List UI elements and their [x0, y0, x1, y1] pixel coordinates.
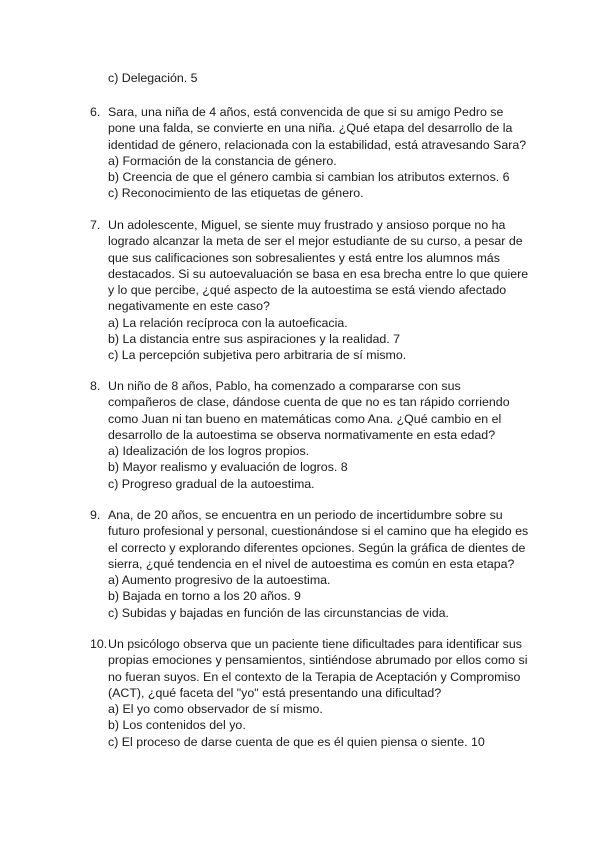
question-body	[108, 378, 530, 492]
question-number: 10.	[90, 637, 108, 651]
option-a: a) El yo como observador de sí mismo.	[108, 702, 323, 717]
option-c: c) Reconocimiento de las etiquetas de género.	[108, 186, 364, 201]
option-b: b) Creencia de que el género cambia si cambian los atributos externos. 6	[108, 170, 510, 185]
option-a: a) La relación recíproca con la autoeficacia.	[108, 315, 348, 330]
question-10	[90, 636, 530, 750]
question-number: 9.	[90, 508, 101, 522]
option-a: a) Aumento progresivo de la autoestima.	[108, 573, 331, 588]
question-text: Ana, de 20 años, se encuentra en un periodo de incertidumbre sobre su futuro profesional y personal, cuestionándose si el camino que ha elegido es el correcto y explorando diferentes opciones. Según la gráfica de dientes de sierra, ¿qué tendencia en el nivel de autoestima es común en esta etapa?	[108, 508, 529, 571]
option-c: c) Progreso gradual de la autoestima.	[108, 476, 315, 491]
question-number: 6.	[90, 105, 101, 119]
option-b: b) Los contenidos del yo.	[108, 718, 246, 733]
question-text: Un adolescente, Miguel, se siente muy frustrado y ansioso porque no ha logrado alcanzar la meta de ser el mejor estudiante de su curso, a pesar de que sus calificaciones son sobresalientes y está entre los alumnos más destacados. Si su autoevaluación se basa en esa brecha entre lo que quiere y lo que percibe, ¿qué aspecto de la autoestima se está viendo afectado negativamente en este caso?	[108, 218, 529, 314]
option-b: b) La distancia entre sus aspiraciones y la realidad. 7	[108, 332, 401, 347]
question-number: 7.	[90, 218, 101, 232]
option-c: c) Subidas y bajadas en función de las circunstancias de vida.	[108, 605, 449, 620]
question-text: Un niño de 8 años, Pablo, ha comenzado a compararse con sus compañeros de clase, dándose cuenta de que no es tan rápido corriendo como Juan ni tan bueno en matemáticas como Ana. ¿Qué cambio en el desarrollo de la autoestima se observa normativamente en esta edad?	[108, 379, 510, 442]
question-9	[90, 507, 530, 621]
question-text: Un psicólogo observa que un paciente tiene dificultades para identificar sus propias emociones y pensamientos, sintiéndose abrumado por ellos como si no fueran suyos. En el contexto de la Terapia de Aceptación y Compromiso (ACT), ¿qué faceta del "yo" está presentando una dificultad?	[108, 637, 528, 700]
option-b: b) Bajada en torno a los 20 años. 9	[108, 589, 301, 604]
question-text: Sara, una niña de 4 años, está convencida de que si su amigo Pedro se pone una falda, se convierte en una niña. ¿Qué etapa del desarrollo de la identidad de género, relacionada con la estabilidad, está atravesando Sara?	[108, 105, 527, 152]
question-body	[108, 507, 530, 621]
option-a: a) Formación de la constancia de género.	[108, 153, 337, 168]
question-body	[108, 217, 530, 364]
question-8	[90, 378, 530, 492]
question-7	[90, 217, 530, 364]
question-body	[108, 104, 530, 202]
option-b: b) Mayor realismo y evaluación de logros. 8	[108, 460, 348, 475]
question-number: 8.	[90, 379, 101, 393]
option-a: a) Idealización de los logros propios.	[108, 444, 310, 459]
question-6	[90, 104, 530, 202]
question-body	[108, 636, 530, 750]
option-c: c) La percepción subjetiva pero arbitraria de sí mismo.	[108, 348, 407, 363]
option-c: c) El proceso de darse cuenta de que es él quien piensa o siente. 10	[108, 734, 485, 749]
carryover-option: c) Delegación. 5	[108, 71, 198, 85]
